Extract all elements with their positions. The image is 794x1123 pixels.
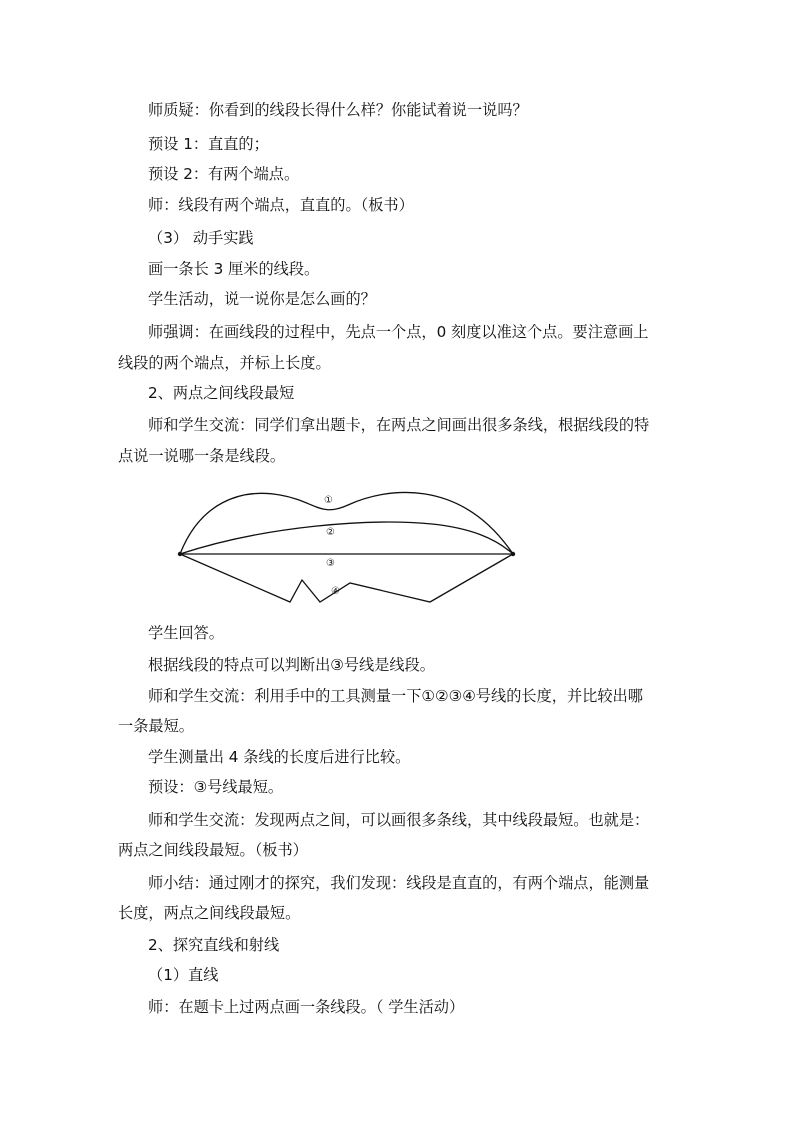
paragraph-line: 师强调：在画线段的过程中，先点一个点，0 刻度以准这个点。要注意画上 — [148, 323, 649, 341]
section-heading: （3） 动手实践 — [148, 229, 254, 247]
paragraph-line: 两点之间线段最短。（板书） — [118, 841, 308, 859]
paragraph-line: 一条最短。 — [118, 717, 194, 735]
section-heading: 2、两点之间线段最短 — [148, 384, 295, 402]
paragraph-line: 师：线段有两个端点，直直的。（板书） — [148, 196, 414, 214]
paragraph-line: 画一条长 3 厘米的线段。 — [148, 260, 320, 278]
paragraph-line: 师：在题卡上过两点画一条线段。（ 学生活动） — [148, 998, 465, 1016]
paragraph-line: 师小结：通过刚才的探究，我们发现：线段是直直的，有两个端点，能测量 — [148, 874, 650, 892]
paragraph-line: 学生回答。 — [148, 624, 224, 642]
paragraph-line: 预设 1：直直的； — [148, 135, 269, 153]
section-heading: （1）直线 — [148, 966, 219, 984]
paragraph-line: 师质疑：你看到的线段长得什么样？你能试着说一说吗？ — [148, 101, 528, 119]
paragraph-line: 学生测量出 4 条线的长度后进行比较。 — [148, 748, 411, 766]
paragraph-line: 根据线段的特点可以判断出③号线是线段。 — [148, 656, 435, 674]
label-1: ① — [324, 495, 333, 506]
label-2: ② — [326, 527, 335, 538]
arc-line-2 — [180, 522, 513, 554]
paragraph-line: 师和学生交流：发现两点之间，可以画很多条线，其中线段最短。也就是： — [148, 811, 650, 829]
paragraph-line: 师和学生交流：利用手中的工具测量一下①②③④号线的长度，并比较出哪 — [148, 687, 643, 705]
paragraph-line: 长度，两点之间线段最短。 — [118, 904, 301, 922]
paragraph-line: 预设 2：有两个端点。 — [148, 165, 300, 183]
paragraph-line: 线段的两个端点，并标上长度。 — [118, 354, 331, 372]
paragraph-line: 师和学生交流：同学们拿出题卡，在两点之间画出很多条线，根据线段的特 — [148, 416, 650, 434]
label-3: ③ — [326, 558, 335, 569]
zigzag-line-4 — [180, 554, 513, 602]
section-heading: 2、探究直线和射线 — [148, 936, 280, 954]
paragraph-line: 点说一说哪一条是线段。 — [118, 447, 286, 465]
left-endpoint — [178, 552, 182, 556]
label-4: ④ — [331, 586, 340, 597]
paragraph-line: 预设：③号线最短。 — [148, 778, 284, 796]
right-endpoint — [511, 552, 515, 556]
paragraph-line: 学生活动，说一说你是怎么画的？ — [148, 290, 376, 308]
line-segments-figure — [170, 478, 530, 608]
